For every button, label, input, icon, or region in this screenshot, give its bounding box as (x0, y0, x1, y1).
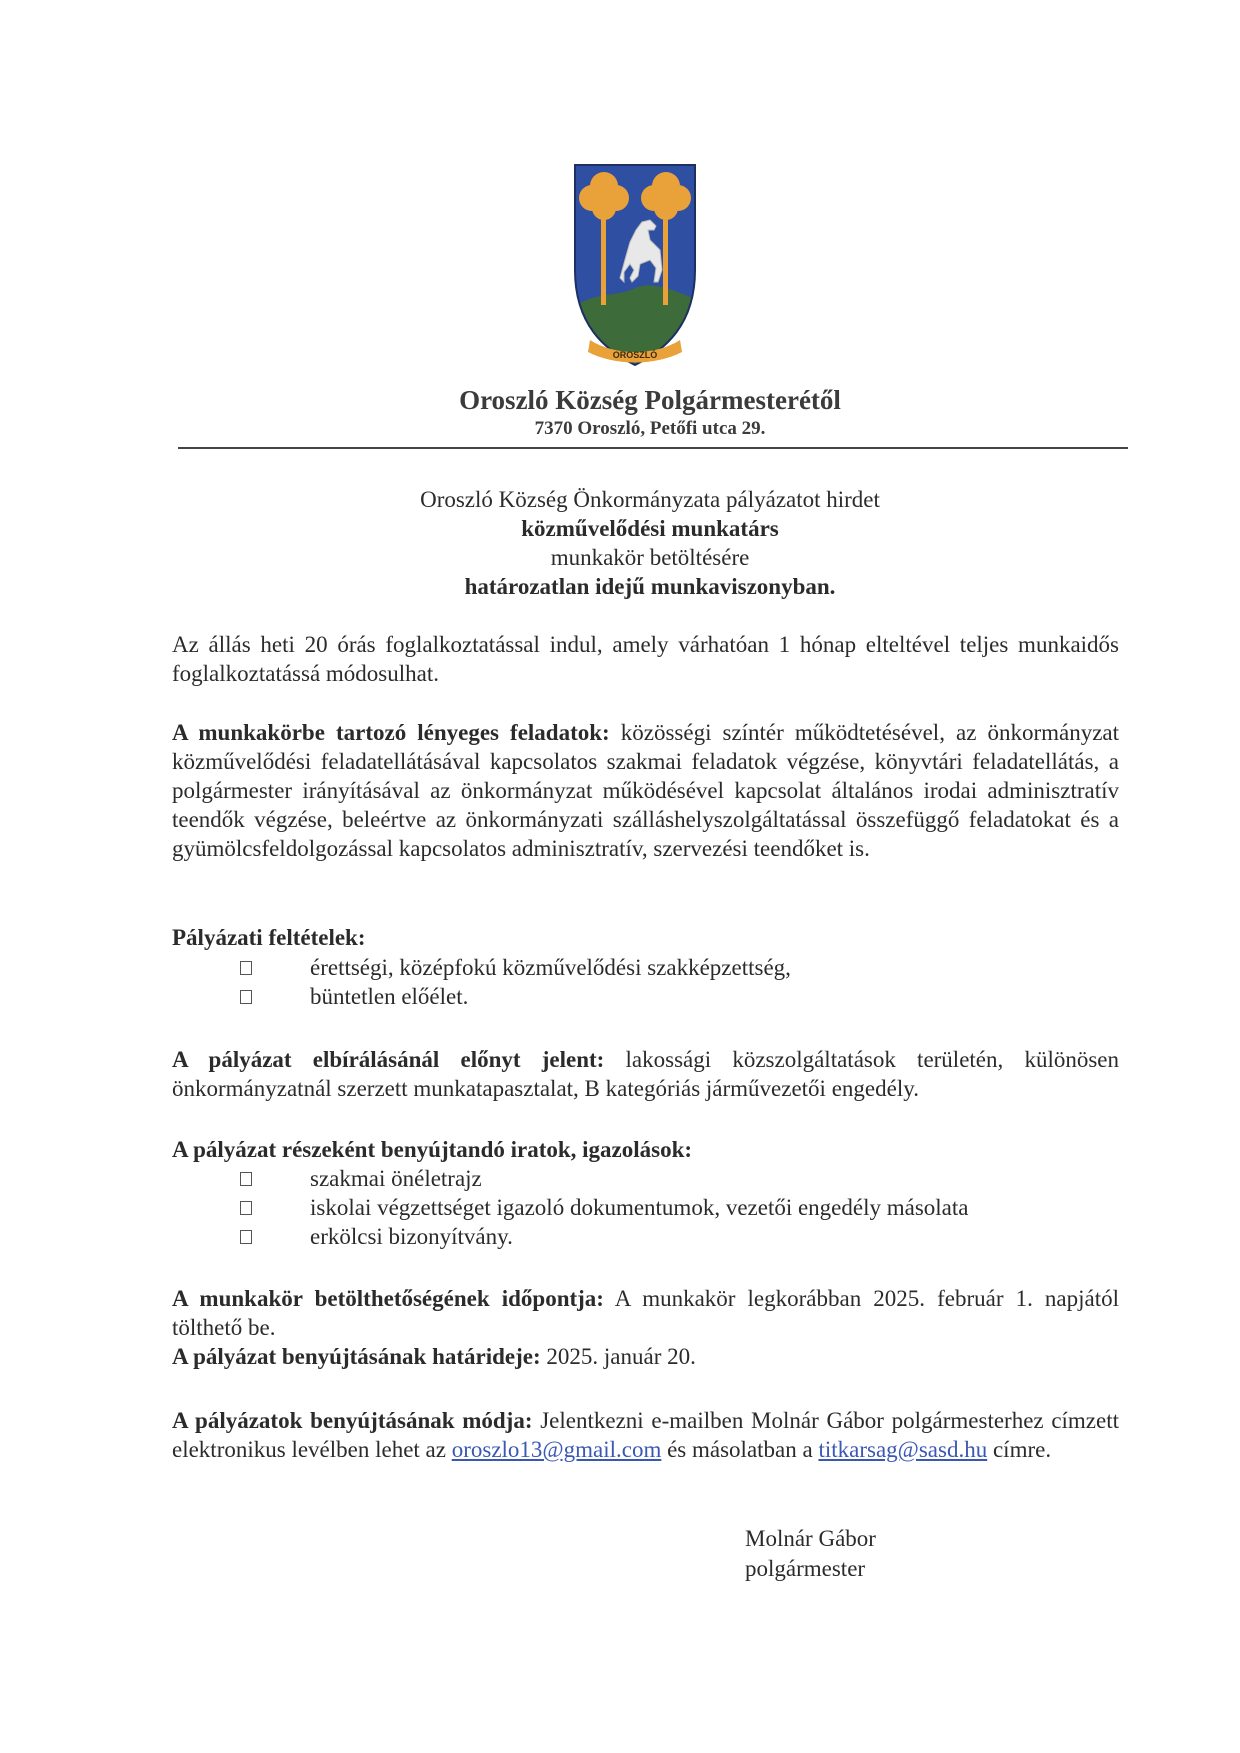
advantage-label: A pályázat elbírálásánál előnyt jelent: (172, 1047, 605, 1072)
intro-line-3: munkakör betöltésére (550, 545, 750, 570)
list-item-text: iskolai végzettséget igazoló dokumentumok, vezetői engedély másolata (310, 1195, 969, 1220)
start-date-text: A munkakör legkorábban 2025. február 1. napjától tölthető be. (172, 1286, 1119, 1340)
deadline-text: 2025. január 20. (540, 1344, 696, 1369)
submission-paragraph (172, 1406, 1119, 1464)
list-item (240, 1222, 969, 1251)
contract-type: határozatlan idejű munkaviszonyban. (464, 574, 836, 599)
tree-trunk-left (601, 215, 606, 305)
tasks-paragraph (172, 718, 1119, 863)
tasks-label: A munkakörbe tartozó lényeges feladatok: (172, 720, 610, 745)
list-item-text: szakmai önéletrajz (310, 1166, 482, 1191)
submission-text-1: Jelentkezni e-mailben Molnár Gábor polgármesterhez címzett elektronikus levélben lehet az (172, 1408, 1120, 1462)
advantage-paragraph (172, 1045, 1119, 1103)
checkbox-icon (240, 961, 252, 975)
start-date-label: A munkakör betölthetőségének időpontja: (172, 1286, 604, 1311)
checkbox-icon (240, 1172, 252, 1186)
list-item (240, 1193, 969, 1222)
list-item (240, 982, 791, 1011)
tree-trunk-right (663, 215, 668, 305)
office-title: Oroszló Község Polgármesterétől (459, 385, 841, 415)
checkbox-icon (240, 1230, 252, 1244)
submission-label: A pályázatok benyújtásának módja: (172, 1408, 533, 1433)
deadline-label: A pályázat benyújtásának határideje: (172, 1344, 541, 1369)
header-divider (178, 447, 1128, 449)
tasks-text: közösségi színtér működtetésével, az önkormányzat közművelődési feladatellátásával kapcsolatos szakmai feladatok végzése, könyvtári feladatellátás, a polgármester irányításával az önkormányzat működésével kapcsolat általános irodai adminisztratív teendők végzése, beleértve az önkormányzati szálláshelyszolgáltatással összefüggő feladatokat és a gyümölcsfeldolgozással kapcsolatos adminisztratív, szervezési teendőket is. (172, 720, 1120, 861)
list-item-text: erkölcsi bizonyítvány. (310, 1224, 513, 1249)
signature-block (745, 1524, 876, 1584)
advantage-text: lakossági közszolgáltatások területén, különösen önkormányzatnál szerzett munkatapasztalat, B kategóriás járművezetői engedély. (172, 1047, 1120, 1101)
coat-of-arms (570, 160, 700, 380)
start-date-paragraph (172, 1284, 1119, 1342)
submission-text-3: címre. (987, 1437, 1052, 1462)
email-link-oroszlo[interactable]: oroszlo13@gmail.com (451, 1437, 662, 1462)
email-link-titkarsag[interactable]: titkarsag@sasd.hu (818, 1437, 988, 1462)
signer-role: polgármester (745, 1556, 866, 1581)
office-address: 7370 Oroszló, Petőfi utca 29. (534, 418, 766, 439)
list-item-text: érettségi, középfokú közművelődési szakképzettség, (310, 955, 791, 980)
conditions-list (240, 953, 791, 1011)
announcement-intro (0, 485, 1240, 601)
checkbox-icon (240, 990, 252, 1004)
documents-heading: A pályázat részeként benyújtandó iratok, igazolások: (172, 1137, 693, 1162)
signer-name: Molnár Gábor (745, 1526, 876, 1551)
ribbon-label: OROSZLÓ (612, 350, 658, 360)
list-item-text: büntetlen előélet. (310, 984, 469, 1009)
job-title: közművelődési munkatárs (521, 516, 779, 541)
documents-list (240, 1164, 969, 1251)
submission-text-2: és másolatban a (661, 1437, 819, 1462)
conditions-heading: Pályázati feltételek: (172, 925, 366, 950)
intro-line-1: Oroszló Község Önkormányzata pályázatot hirdet (420, 487, 880, 512)
list-item (240, 1164, 969, 1193)
deadline-paragraph (172, 1342, 1119, 1371)
checkbox-icon (240, 1201, 252, 1215)
list-item (240, 953, 791, 982)
employment-paragraph: Az állás heti 20 órás foglalkoztatással indul, amely várhatóan 1 hónap elteltével teljes munkaidős foglalkoztatássá módosulhat. (172, 632, 1119, 686)
